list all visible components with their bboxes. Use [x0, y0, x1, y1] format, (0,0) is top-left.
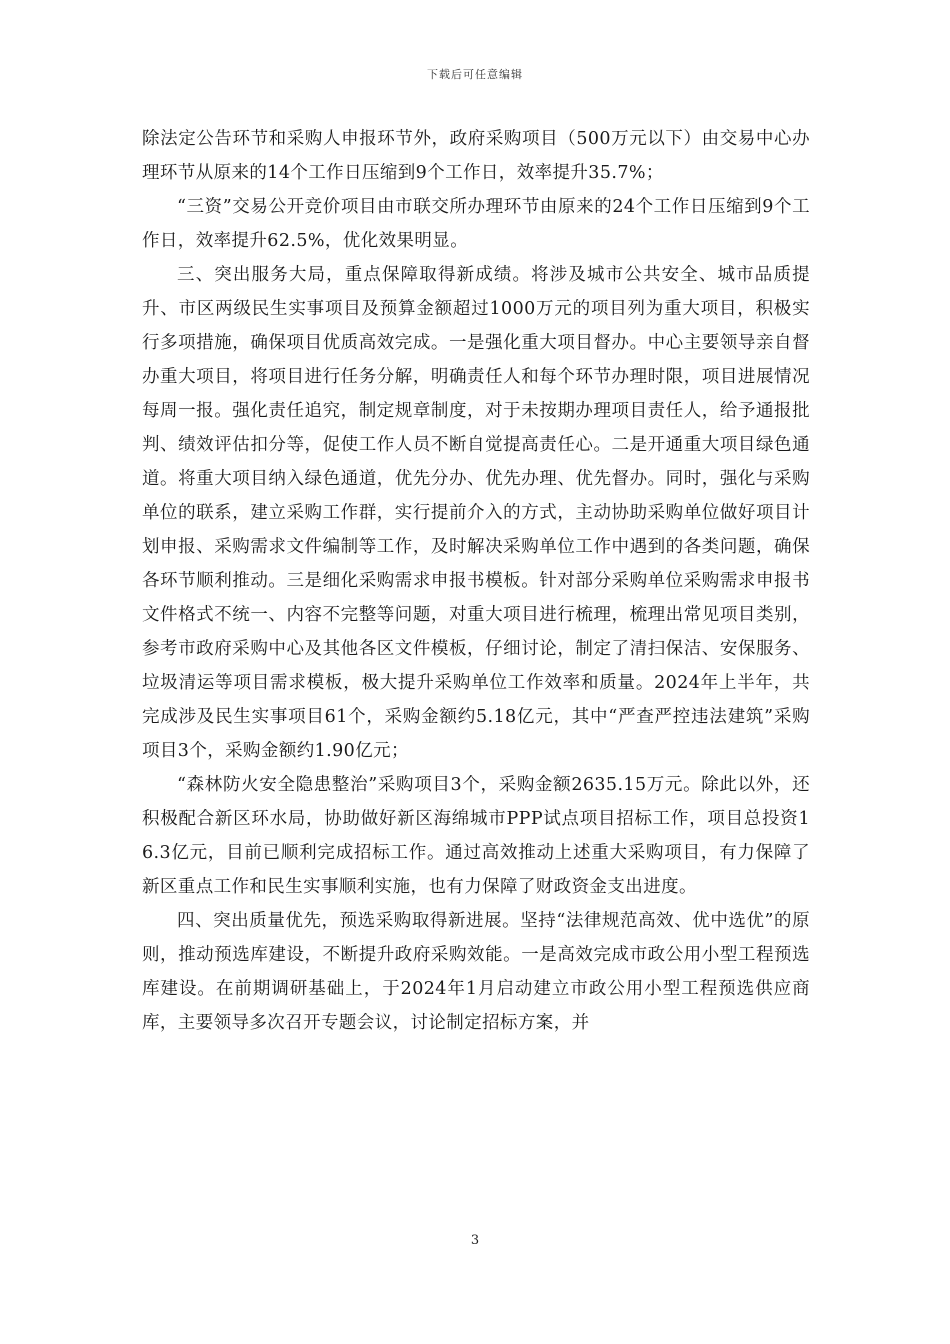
paragraph-sanzi: “三资”交易公开竞价项目由市联交所办理环节由原来的24个工作日压缩到9个工作日，效率提升62.5%，优化效果明显。 [142, 197, 810, 251]
paragraph-section-three: 三、突出服务大局，重点保障取得新成绩。将涉及城市公共安全、城市品质提升、市区两级民生实事项目及预算金额超过1000万元的项目列为重大项目，积极实行多项措施，确保项目优质高效完成。一是强化重大项目督办。中心主要领导亲自督办重大项目，将项目进行任务分解，明确责任人和每个环节办理时限，项目进展情况每周一报。强化责任追究，制定规章制度，对于未按期办理项目责任人，给予通报批判、绩效评估扣分等，促使工作人员不断自觉提高责任心。二是开通重大项目绿色通道。将重大项目纳入绿色通道，优先分办、优先办理、优先督办。同时，强化与采购单位的联系，建立采购工作群，实行提前介入的方式，主动协助采购单位做好项目计划申报、采购需求文件编制等工作，及时解决采购单位工作中遇到的各类问题，确保各环节顺利推动。三是细化采购需求申报书模板。针对部分采购单位采购需求申报书文件格式不统一、内容不完整等问题，对重大项目进行梳理，梳理出常见项目类别，参考市政府采购中心及其他各区文件模板，仔细讨论，制定了清扫保洁、安保服务、垃圾清运等项目需求模板，极大提升采购单位工作效率和质量。2024年上半年，共完成涉及民生实事项目61个，采购金额约5.18亿元，其中“严查严控违法建筑”采购项目3个，采购金额约1.90亿元； [142, 265, 810, 761]
paragraph-continuation: 除法定公告环节和采购人申报环节外，政府采购项目（500万元以下）由交易中心办理环节从原来的14个工作日压缩到9个工作日，效率提升35.7%； [142, 129, 810, 183]
header-note: 下载后可任意编辑 [427, 68, 523, 81]
page-number: 3 [470, 1233, 480, 1248]
paragraph-forest-fire: “森林防火安全隐患整治”采购项目3个，采购金额2635.15万元。除此以外，还积极配合新区环水局，协助做好新区海绵城市PPP试点项目招标工作，项目总投资16.3亿元，目前已顺利完成招标工作。通过高效推动上述重大采购项目，有力保障了新区重点工作和民生实事顺利实施，也有力保障了财政资金支出进度。 [142, 775, 810, 897]
paragraph-section-four: 四、突出质量优先，预选采购取得新进展。坚持“法律规范高效、优中选优”的原则，推动预选库建设，不断提升政府采购效能。一是高效完成市政公用小型工程预选库建设。在前期调研基础上，于2024年1月启动建立市政公用小型工程预选供应商库，主要领导多次召开专题会议，讨论制定招标方案，并 [142, 911, 810, 1033]
document-body [142, 122, 810, 1040]
